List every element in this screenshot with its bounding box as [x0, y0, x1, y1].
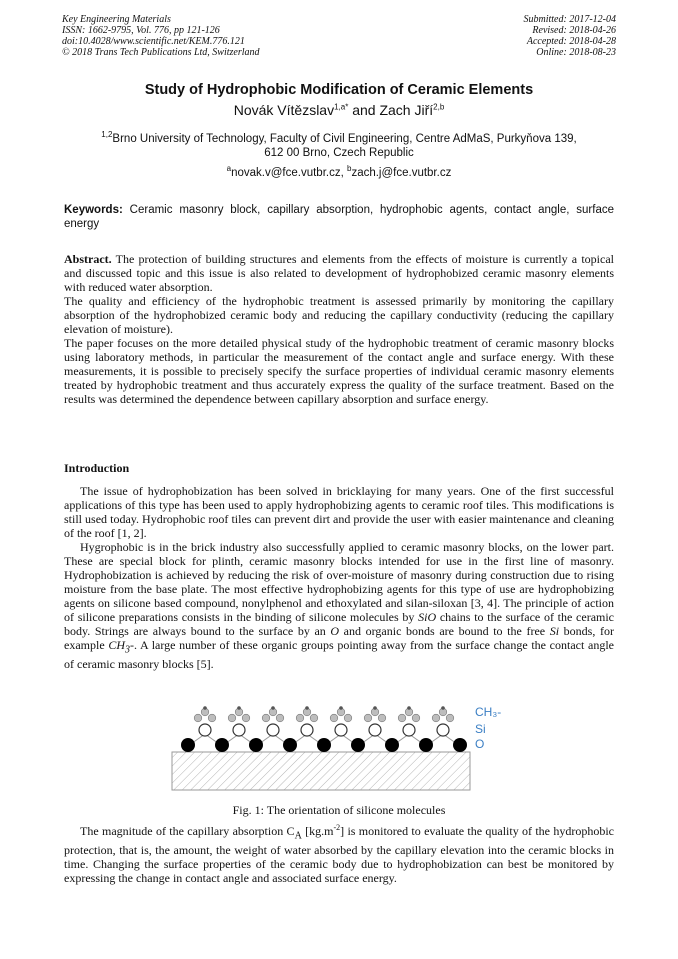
ceramic-substrate	[172, 752, 470, 790]
author-1-sup: 1,a*	[334, 102, 349, 112]
author-2-sup: 2,b	[433, 102, 445, 112]
issn-line: ISSN: 1662-9795, Vol. 776, pp 121-126	[62, 25, 220, 36]
silicon-atoms	[199, 724, 449, 736]
after-p-sup: -2	[333, 823, 341, 832]
after-p-b: [kg.m	[301, 824, 334, 838]
oxygen-atoms	[181, 738, 467, 752]
keywords	[64, 203, 614, 231]
after-p-c: ] is monitored to evaluate the quality of the hydrophobic protection, that is, the amount, the weight of water absorbed by the capillary elevation into the ceramic blocks in time. Changing the surface properties of the ceramic body due to hydrophobization can best be monitored by expressing the change in contact angle and associated surface energy.	[64, 824, 614, 886]
intro-p2-d: bonds, for example	[64, 624, 614, 652]
intro-p2	[64, 540, 614, 671]
intro-p2-si: Si	[549, 624, 560, 638]
keywords-text: Ceramic masonry block, capillary absorption, hydrophobic agents, contact angle, surface energy	[64, 204, 614, 230]
intro-p2-ch3-text: CH	[108, 638, 126, 652]
paper-title: Study of Hydrophobic Modification of Ceramic Elements	[144, 82, 534, 98]
after-figure-p	[64, 824, 614, 885]
journal-name: Key Engineering Materials	[62, 14, 171, 25]
intro-p2-sio: SiO	[418, 610, 437, 624]
ch3-groups	[194, 706, 454, 722]
author-2: Zach Jiří	[379, 102, 434, 118]
copyright-line: © 2018 Trans Tech Publications Ltd, Switzerland	[62, 47, 260, 58]
abstract-p1: The protection of building structures and elements from the effects of moisture is currently a topical and discussed topic and this issue is also related to development of hydrophobized ceramic masonry elements with reduced water absorption.	[64, 252, 614, 294]
submitted-date: Submitted: 2017-12-04	[523, 14, 616, 25]
affiliation-sup: 1,2	[101, 130, 113, 140]
author-and: and	[348, 102, 380, 118]
email-a-sup: a	[226, 164, 232, 174]
doi-line: doi:10.4028/www.scientific.net/KEM.776.121	[62, 36, 245, 47]
introduction-body	[64, 484, 614, 671]
after-p-sub: A	[294, 830, 302, 842]
intro-p2-o: O	[330, 624, 340, 638]
author-line	[0, 102, 678, 118]
revised-date: Revised: 2018-04-26	[532, 25, 616, 36]
abstract-p3: The paper focuses on the more detailed physical study of the hydrophobic treatment of ceramic masonry blocks using laboratory methods, in particular the measurement of the contact angle and surface energy. With these measurements, it is possible to precisely specify the surface properties of individual ceramic masonry elements treated by hydrophobic treatment and thus accurately express the quality of the surface treatment. Based on the results was determined the dependence between capillary absorption and surface energy.	[64, 336, 614, 406]
email-b[interactable]: zach.j@fce.vutbr.cz	[351, 167, 452, 179]
introduction-heading: Introduction	[64, 461, 130, 475]
journal-header-left	[62, 14, 260, 58]
intro-p1: The issue of hydrophobization has been solved in bricklaying for many years. One of the first successful applications of this type has been used to apply hydrophobizing agents to ceramic roof tiles. This modifications is still used today. Hydrophobic roof tiles can prevent dirt and provide the user with easier maintenance and cleaning of the roof [1, 2].	[64, 484, 614, 540]
intro-p2-c: and organic bonds are bound to the free	[339, 624, 550, 638]
silicone-molecules-figure	[170, 700, 515, 792]
legend-si: Si	[475, 722, 486, 736]
legend-ch3: CH₃-	[475, 705, 502, 719]
abstract-p2: The quality and efficiency of the hydrophobic treatment is assessed primarily by monitoring the capillary absorption of the hydrophobized ceramic body and reducing the capillary conductivity (reducing the capillary elevation of moisture).	[64, 294, 614, 336]
accepted-date: Accepted: 2018-04-28	[526, 36, 616, 47]
abstract	[64, 252, 614, 406]
after-figure-body	[64, 824, 614, 885]
intro-p2-ch3-dash: -	[130, 638, 135, 652]
affiliation-line-2: 612 00 Brno, Czech Republic	[264, 147, 414, 159]
author-1: Novák Vítězslav	[233, 102, 335, 118]
intro-p2-e: . A large number of these organic groups pointing away from the surface change the contact angle of ceramic masonry blocks [5].	[64, 638, 614, 672]
email-line	[0, 164, 678, 179]
keywords-label: Keywords:	[64, 204, 123, 216]
after-p-a: The magnitude of the capillary absorption C	[80, 824, 295, 838]
intro-p2-ch3-sub: 3	[125, 644, 131, 656]
intro-p2-ch3	[108, 638, 135, 656]
intro-p2-a: Hygrophobic is in the brick industry also successfully applied to ceramic masonry blocks, on the lower part. These are special block for plinth, ceramic masonry blocks intended for use in the first line of masonry. Hydrophobization is achieved by reducing the risk of over-moisture of masonry during construction due to rising moisture from the base plate. The most effective hydrophobizing agents for this type of use are hydrophobizing agents on silicone based compound, nonylphenol and ethoxylated and silan-siloxan [3, 4]. The principle of action of silicone preparations consists in the binding of silicone molecules by	[64, 540, 614, 624]
email-b-sup: b	[346, 164, 352, 174]
intro-p2-b: chains to the surface of the ceramic body. Strings are always bound to the surface by an	[64, 610, 615, 638]
online-date: Online: 2018-08-23	[536, 47, 616, 58]
affiliation	[80, 132, 598, 160]
journal-header-right	[524, 14, 617, 58]
affiliation-line-1: Brno University of Technology, Faculty of Civil Engineering, Centre AdMaS, Purkyňova 139,	[112, 133, 577, 145]
abstract-label: Abstract.	[64, 252, 112, 266]
figure-caption: Fig. 1: The orientation of silicone molecules	[232, 803, 446, 817]
email-a[interactable]: novak.v@fce.vutbr.cz,	[231, 167, 347, 179]
legend-o: O	[475, 737, 485, 751]
